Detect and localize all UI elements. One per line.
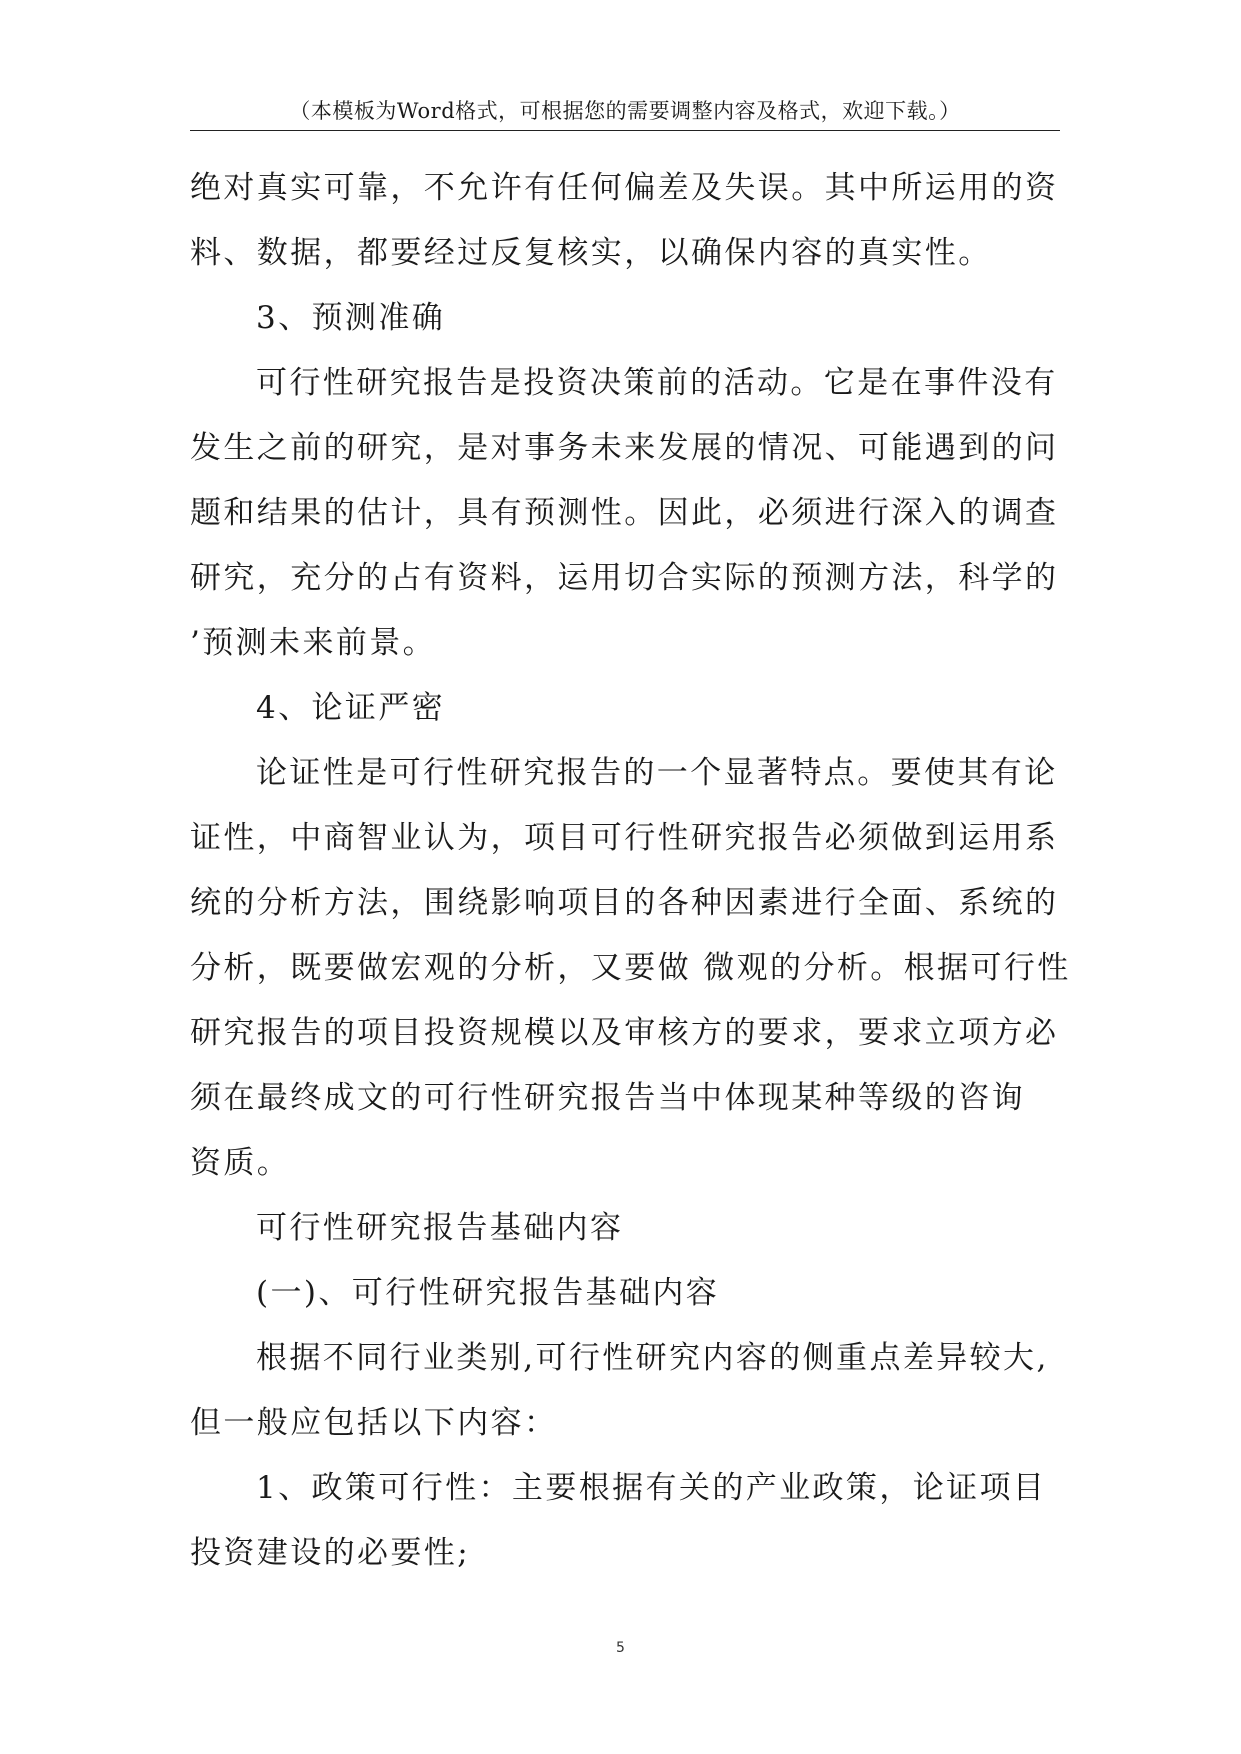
- text-line: 但一般应包括以下内容：: [190, 1405, 558, 1441]
- section-heading: 3、预测准确: [256, 300, 446, 336]
- text-line: ’预测未来前景。: [190, 625, 437, 661]
- section-heading: (一)、可行性研究报告基础内容: [256, 1275, 720, 1311]
- text-line: 资质。: [190, 1145, 291, 1181]
- text-line: 发生之前的研究，是对事务未来发展的情况、可能遇到的问: [190, 430, 1059, 466]
- text-line: 须在最终成文的可行性研究报告当中体现某种等级的咨询: [190, 1080, 1025, 1116]
- document-body: [190, 156, 1070, 1586]
- text-line: 绝对真实可靠，不允许有任何偏差及失误。其中所运用的资: [190, 170, 1059, 206]
- text-line: 根据不同行业类别,可行性研究内容的侧重点差异较大,: [256, 1340, 1049, 1376]
- text-line: 1、政策可行性：主要根据有关的产业政策，论证项目: [256, 1470, 1047, 1506]
- text-line: 题和结果的估计，具有预测性。因此，必须进行深入的调查: [190, 495, 1059, 531]
- text-line: 研究，充分的占有资料，运用切合实际的预测方法，科学的: [190, 560, 1059, 596]
- section-heading: 可行性研究报告基础内容: [256, 1210, 624, 1246]
- page-header-note: （本模板为Word格式，可根据您的需要调整内容及格式，欢迎下载。）: [289, 99, 961, 123]
- page-number: 5: [616, 1640, 625, 1656]
- text-line: 证性，中商智业认为，项目可行性研究报告必须做到运用系: [190, 820, 1059, 856]
- text-line: 论证性是可行性研究报告的一个显著特点。要使其有论: [256, 755, 1058, 791]
- text-line: 统的分析方法，围绕影响项目的各种因素进行全面、系统的: [190, 885, 1059, 921]
- text-line: 投资建设的必要性;: [190, 1535, 471, 1571]
- header-divider: [190, 130, 1060, 131]
- section-heading: 4、论证严密: [256, 690, 446, 726]
- text-line: 料、数据，都要经过反复核实，以确保内容的真实性。: [190, 235, 992, 271]
- text-line: 分析，既要做宏观的分析，又要做 微观的分析。根据可行性: [190, 950, 1071, 986]
- text-line: 研究报告的项目投资规模以及审核方的要求，要求立项方必: [190, 1015, 1059, 1051]
- text-line: 可行性研究报告是投资决策前的活动。它是在事件没有: [256, 365, 1058, 401]
